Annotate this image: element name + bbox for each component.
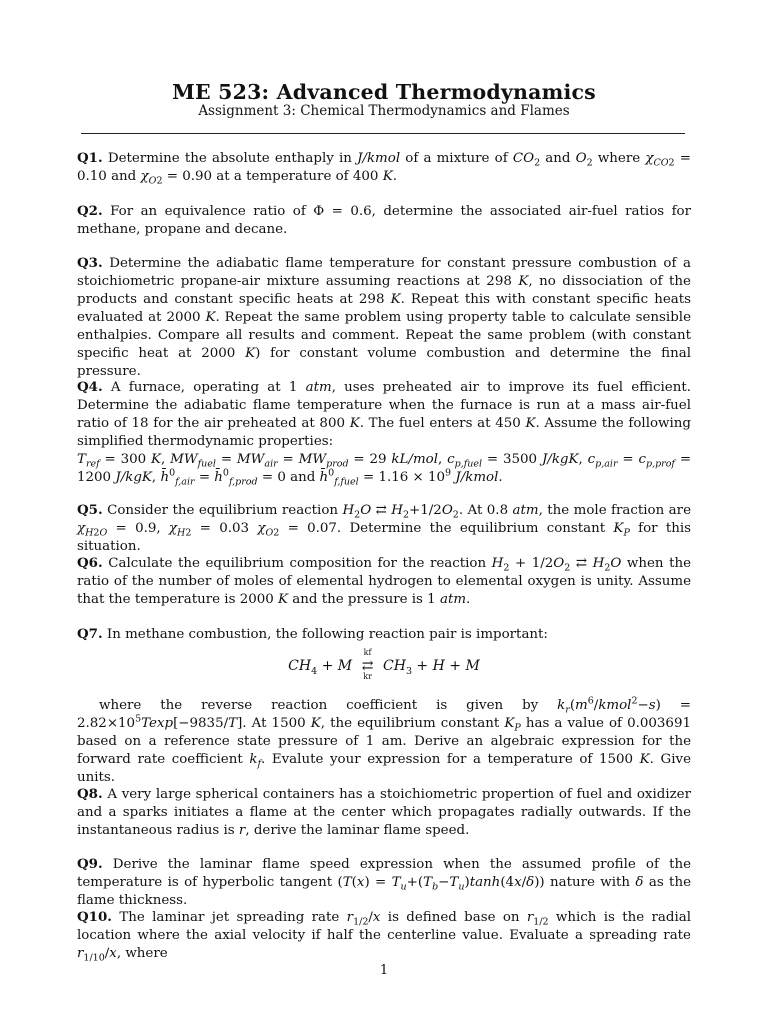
question-text: Consider the equilibrium reaction $H_2O$ ⇄ $H_2+1/2O_2$. At 0.8 atm, the mole fraction are $\chi_{H2O} = 0.9$, $\chi_{H2} = 0.03$ $\chi_{O2} = 0.07$. Determine the equilibrium constant $K_P$ for this situation. — [77, 503, 692, 554]
reverse-rate-label: kr — [363, 672, 372, 681]
question-number: Q2. — [77, 203, 103, 219]
question-number: Q5. — [77, 502, 103, 518]
question-text: In methane combustion, the following reaction pair is important: — [106, 627, 548, 642]
question-text: Determine the absolute enthaply in J/kmol of a mixture of $CO_2$ and $O_2$ where $\chi_{CO2} = 0.10$ and $\chi_{O2} = 0.90$ at a temperature of 400 K. — [77, 151, 691, 187]
question-number: Q4. — [77, 379, 103, 395]
question-8 — [77, 785, 691, 840]
question-number: Q8. — [77, 786, 103, 802]
question-5 — [77, 501, 691, 556]
question-9 — [77, 855, 691, 910]
question-text: Determine the adiabatic flame temperature for constant pressure combustion of a stoichiometric propane-air mixture assuming reactions at 298 K, no dissociation of the products and constant specific heats at 298 K. Repeat this with constant specific heats evaluated at 2000 K. Repeat the same problem using property table to calculate sensible enthalpies. Compare all results and comment. Repeat the same problem (with constant specific heat at 2000 K) for constant volume combustion and determine the final pressure. — [77, 256, 691, 379]
question-7 — [77, 625, 691, 644]
question-number: Q6. — [77, 555, 103, 571]
question-10 — [77, 908, 691, 963]
question-number: Q1. — [77, 150, 103, 166]
question-7-continuation — [77, 697, 691, 787]
title-divider — [81, 133, 685, 134]
rate-arrows: kf ⇄ kr — [357, 658, 379, 674]
question-text: A furnace, operating at 1 atm, uses preheated air to improve its fuel efficient. Determine the adiabatic flame temperature when the furnace is run at a mass air-fuel ratio of 18 for the air preheated at 800 K. The fuel enters at 450 K. Assume the following simplified thermodynamic properties: — [77, 380, 691, 449]
question-text: For an equivalence ratio of Φ = 0.6, determine the associated air-fuel ratios for methane, propane and decane. — [77, 204, 691, 237]
question-number: Q7. — [77, 626, 103, 642]
question-text: A very large spherical containers has a stoichiometric propertion of fuel and oxidizer and a sparks initiates a flame at the center which propagates radially outwards. If the instantaneous radius is r, derive the laminar flame speed. — [77, 787, 691, 838]
question-text: Calculate the equilibrium composition for the reaction $H_2 + 1/2O_2$ ⇄ $H_2O$ when the ratio of the number of moles of elemental hydrogen to elemental oxygen is unity. Assume that the temperature is 2000 K and the pressure is 1 atm. — [77, 556, 692, 607]
question-text: Derive the laminar flame speed expression when the assumed profile of the temperature is of hyperbolic tangent $(T(x) = T_u+(T_b-T_u)\tanh(4x/\delta))$ nature with δ as the flame thickness. — [77, 857, 691, 908]
question-properties: $T_{ref} = 300$ K, $MW_{fuel} = MW_{air} = MW_{prod} = 29$ kL/mol, $c_{p,fuel} = 3500$ J/kgK, $c_{p,air} = c_{p,prof} = 1200$ J/kgK, h̄$^0_{f,air}$ = h̄$^0_{f,prod}$ = 0 and h̄$^0_{f,fuel}$ = $1.16 \times 10^9$ J/kmol. — [77, 452, 692, 488]
question-number: Q3. — [77, 255, 103, 271]
reaction-equation: $CH_4 + M$ kf ⇄ kr $CH_3 + H + M$ — [288, 648, 480, 681]
question-text: where the reverse reaction coefficient is given by $k_r(m^6/kmol^2-s) = 2.82\times 10^5Texp[-9835/T]$. At 1500 K, the equilibrium constant $K_P$ has a value of 0.003691 based on a reference state pressure of 1 am. Derive an algebraic expression for the forward rate coefficient $k_f$. Evalute your expression for a temperature of 1500 K. Give units. — [77, 695, 691, 785]
question-1 — [77, 149, 691, 186]
page-title: ME 523: Advanced Thermodynamics — [172, 80, 596, 104]
question-number: Q10. — [77, 909, 112, 925]
question-text: The laminar jet spreading rate $r_{1/2}/x$ is defined base on $r_{1/2}$ which is the radial location where the axial velocity if half the centerline value. Evaluate a spreading rate $r_{1/10}/x$, where — [77, 910, 691, 964]
forward-rate-label: kf — [363, 648, 372, 657]
question-6 — [77, 554, 691, 609]
question-4 — [77, 378, 691, 487]
question-2 — [77, 202, 691, 239]
question-number: Q9. — [77, 856, 103, 872]
question-3 — [77, 254, 691, 381]
page-subtitle: Assignment 3: Chemical Thermodynamics and Flames — [198, 103, 570, 119]
page-number: 1 — [379, 963, 389, 978]
